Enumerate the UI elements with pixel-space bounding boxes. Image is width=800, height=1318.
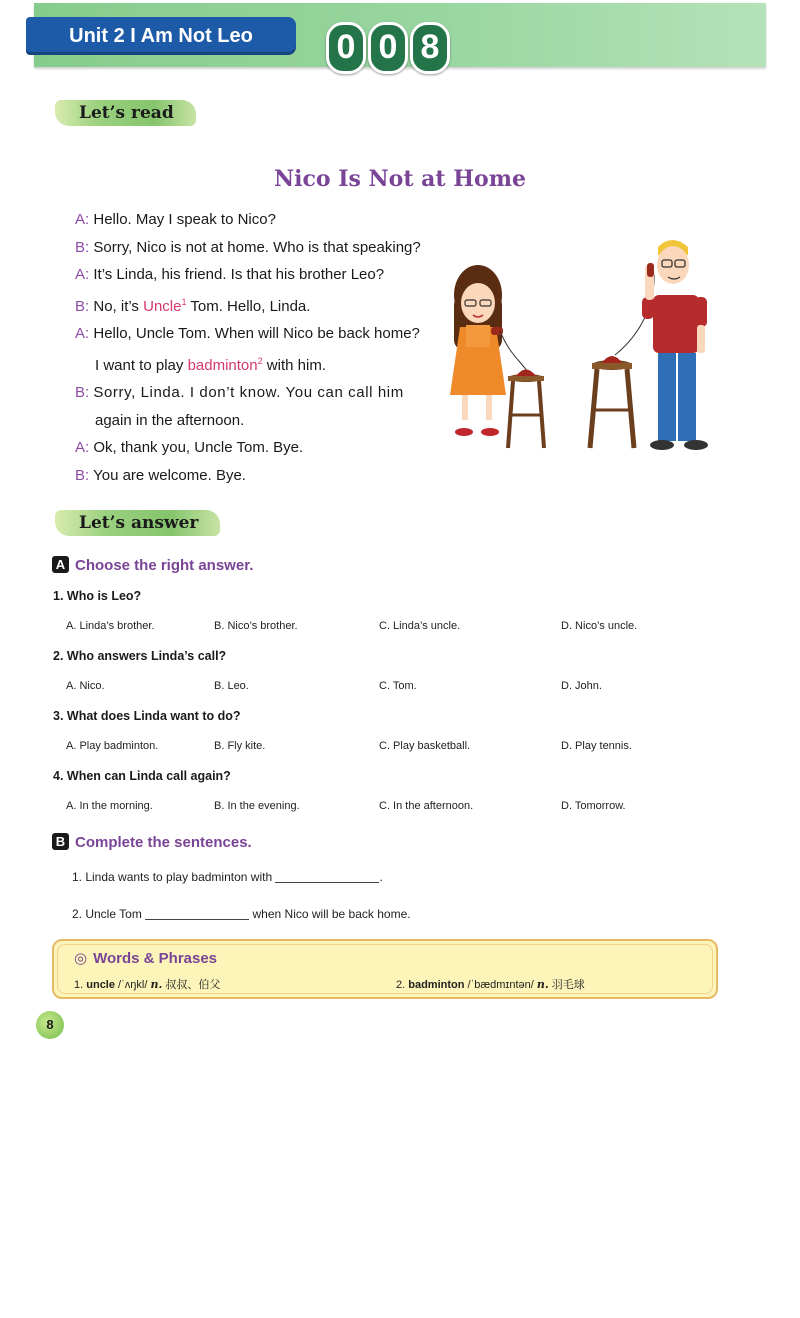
page-number: 8 [36,1011,64,1039]
speaker-label: A: [75,266,90,283]
story-title: Nico Is Not at Home [274,166,526,192]
fill-in-sentence: 1. Linda wants to play badminton with . [72,870,383,884]
man-figure [642,240,708,450]
answer-option[interactable]: B. In the evening. [214,800,300,812]
part-b-badge: B [52,833,69,850]
lets-read-banner: Let’s read [55,100,196,126]
answer-option[interactable]: D. Play tennis. [561,740,632,752]
vocab-highlight: badminton$^2$ [187,355,263,374]
answer-blank[interactable] [275,870,379,883]
speaker-label: B: [75,297,90,315]
fill-in-sentence: 2. Uncle Tom when Nico will be back home. [72,907,411,921]
dialog-line: B: You are welcome. Bye. [75,466,246,484]
question-text: 4. When can Linda call again? [53,769,231,783]
girl-figure [450,265,506,436]
page-code-digit: 0 [326,22,366,74]
stool-right [590,356,634,448]
vocab-highlight: Uncle$^1$ [143,296,187,315]
speaker-label: B: [75,238,90,256]
answer-option[interactable]: A. Linda’s brother. [66,620,155,632]
answer-option[interactable]: A. Play badminton. [66,740,159,752]
answer-option[interactable]: C. Tom. [379,680,417,692]
answer-option[interactable]: C. Linda’s uncle. [379,620,461,632]
lets-answer-banner: Let’s answer [55,510,220,536]
dialog-line: A: Hello. May I speak to Nico? [75,211,276,228]
dialog-line: I want to play badminton$^2$ with him. [95,355,326,374]
answer-option[interactable]: D. Tomorrow. [561,800,626,812]
answer-option[interactable]: B. Leo. [214,680,249,692]
speaker-label: A: [75,325,90,342]
dialog-line: again in the afternoon. [95,411,245,429]
phone-call-illustration [440,235,740,465]
answer-option[interactable]: A. Nico. [66,680,105,692]
part-a-badge: A [52,556,69,573]
answer-blank[interactable] [145,907,249,920]
answer-option[interactable]: A. In the morning. [66,800,153,812]
page-code [326,22,450,72]
dialog-list [75,206,435,489]
dialog-line: A: It’s Linda, his friend. Is that his brother Leo? [75,266,385,283]
speaker-label: B: [75,384,90,401]
dialog-line: A: Hello, Uncle Tom. When will Nico be back home? [75,325,420,342]
answer-option[interactable]: B. Fly kite. [214,740,266,752]
answer-option[interactable]: C. Play basketball. [379,740,471,752]
answer-option[interactable]: D. Nico’s uncle. [561,620,638,632]
speaker-label: A: [75,211,90,228]
circle-bullet-icon: ◎ [74,950,88,967]
words-phrases-box [52,939,718,999]
question-text: 3. What does Linda want to do? [53,709,241,723]
dialog-line: B: Sorry, Linda. I don’t know. You can call him [75,384,404,401]
dialog-line: B: Sorry, Nico is not at home. Who is that speaking? [75,238,421,256]
page-code-digit: 8 [410,22,450,74]
speaker-label: B: [75,466,90,484]
vocab-entry: 1. uncle /ˈʌŋkl/ n. 叔叔、伯父 [74,978,221,991]
answer-option[interactable]: C. In the afternoon. [379,800,474,812]
question-text: 2. Who answers Linda’s call? [53,649,227,663]
unit-title: Unit 2 I Am Not Leo [26,17,296,55]
vocab-entry: 2. badminton /ˈbædmɪntən/ n. 羽毛球 [396,978,585,991]
dialog-line: B: No, it’s Uncle$^1$ Tom. Hello, Linda. [75,296,311,315]
speaker-label: A: [75,439,90,456]
stool-left [508,370,544,449]
part-a-heading: A Choose the right answer. [52,556,253,574]
answer-option[interactable]: B. Nico’s brother. [214,620,298,632]
answer-option[interactable]: D. John. [561,680,602,692]
dialog-line: A: Ok, thank you, Uncle Tom. Bye. [75,439,304,456]
question-text: 1. Who is Leo? [53,589,142,603]
words-title: ◎ Words & Phrases [74,950,218,967]
page-code-digit: 0 [368,22,408,74]
part-b-heading: B Complete the sentences. [52,833,252,851]
